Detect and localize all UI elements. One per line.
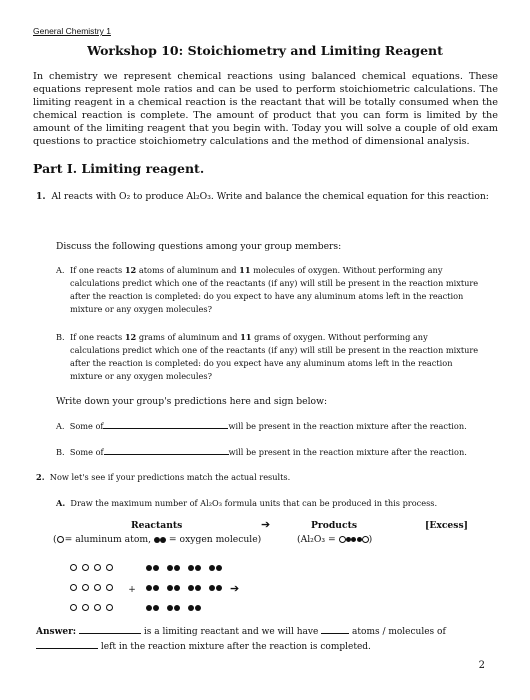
intro-paragraph: In chemistry we represent chemical reactions using balanced chemical equations. These equations represent mole ratios and can be used to perform stoichiometric calculations. The limiting reagent in a chemical reaction is the reactant that will be totally consumed when the chemical reaction is complete. The amount of product that you can form is limited by the amount of the limiting reagent that you begin with. Today you will solve a couple of old exam questions to practice stoichiometry calculations and the method of dimensional analysis. <box>33 71 498 147</box>
text: atoms of aluminum and <box>136 265 240 275</box>
answer-limiting-blank[interactable] <box>79 624 141 634</box>
aluminum-atom-icon <box>106 584 113 591</box>
subquestion-b <box>70 331 480 383</box>
oxygen-molecule-icon <box>188 557 201 576</box>
subquestion-text: Draw the maximum number of Al₂O₃ formula units that can be produced in this process. <box>70 498 438 508</box>
aluminum-atom-icon <box>70 604 77 611</box>
oxygen-molecule-icon <box>167 597 180 616</box>
text: molecules of oxygen. Without performing any calculations predict which one of the reactants (if any) will still be present in the reaction mixture after the reaction is completed: do you expect to have any aluminum atoms left in the reaction mixture or any oxygen molecules? <box>70 265 479 314</box>
question-number: 1. <box>36 191 46 202</box>
arrow-icon: ➔ <box>261 518 271 531</box>
aluminum-atom-icon <box>94 604 101 611</box>
oxygen-molecule-icon <box>188 597 201 616</box>
product-legend <box>297 534 372 545</box>
plus-sign: + <box>128 585 136 595</box>
legend <box>53 534 261 545</box>
discuss-instruction: Discuss the following questions among your group members: <box>56 241 342 252</box>
aluminum-atom-icon <box>106 604 113 611</box>
oxygen-molecule-icon <box>146 577 159 596</box>
oxygen-molecule-icon <box>167 557 180 576</box>
answer-excess-blank[interactable] <box>36 639 98 649</box>
page-title: Workshop 10: Stoichiometry and Limiting Reagent <box>87 43 443 58</box>
subquestion-label: A. <box>56 498 66 508</box>
aluminum-atom-icon <box>106 564 113 571</box>
oxygen-molecule-icon <box>146 557 159 576</box>
text: If one reacts <box>70 265 125 275</box>
prediction-a <box>56 419 467 433</box>
reactants-heading: Reactants <box>131 520 183 531</box>
excess-heading: [Excess] <box>425 520 468 531</box>
aluminum-atom-icon <box>70 584 77 591</box>
text: ) <box>368 534 373 545</box>
oxygen-molecule-icon <box>167 577 180 596</box>
prediction-a-blank[interactable] <box>103 419 228 429</box>
prediction-label: B. <box>56 447 65 457</box>
answer-block <box>36 624 496 654</box>
count: 11 <box>240 332 252 342</box>
answer-label: Answer: <box>36 627 77 637</box>
aluminum-atom-icon <box>82 584 89 591</box>
prediction-label: A. <box>56 421 65 431</box>
oxygen-molecule-icon <box>154 534 167 545</box>
oxygen-molecule-icon <box>146 597 159 616</box>
text: (Al₂O₃ = <box>297 534 339 545</box>
prediction-b-blank[interactable] <box>104 445 229 455</box>
subquestion-a-label: A. <box>56 265 65 275</box>
subquestion-b-label: B. <box>56 332 65 342</box>
text: = aluminum atom, <box>64 534 151 545</box>
answer-count-blank[interactable] <box>321 624 349 634</box>
question-2a <box>56 497 437 510</box>
al2o3-formula-unit-icon <box>339 534 369 545</box>
aluminum-atom-icon <box>82 604 89 611</box>
text: ( <box>53 534 57 545</box>
aluminum-atom-icon <box>94 564 101 571</box>
text: Some of <box>69 421 104 431</box>
question-text: Al reacts with O₂ to produce Al₂O₃. Write and balance the chemical equation for this reaction: <box>51 191 489 202</box>
question-text: Now let's see if your predictions match the actual results. <box>49 472 291 482</box>
text: grams of oxygen. Without performing any calculations predict which one of the reactants (if any) will still be present in the reaction mixture after the reaction is completed: do you expect have any aluminum atoms left in the reaction mixture or any oxygen molecules? <box>70 332 479 381</box>
text: Some of <box>69 447 104 457</box>
arrow-icon: ➔ <box>230 582 240 595</box>
text: will be present in the reaction mixture after the reaction. <box>228 447 467 457</box>
reaction-row <box>70 597 209 609</box>
count: 12 <box>124 265 137 275</box>
oxygen-molecule-icon <box>209 557 222 576</box>
text: grams of aluminum and <box>136 332 241 342</box>
text: is a limiting reactant and we will have <box>143 627 319 637</box>
reaction-row <box>70 577 240 595</box>
prediction-b <box>56 445 467 459</box>
write-down-instruction: Write down your group's predictions here and sign below: <box>56 396 328 407</box>
aluminum-atom-icon <box>82 564 89 571</box>
reaction-row <box>70 557 230 569</box>
text: = oxygen molecule) <box>168 534 262 545</box>
page-number: 2 <box>478 660 485 671</box>
oxygen-molecule-icon <box>188 577 201 596</box>
question-2 <box>36 471 290 484</box>
products-heading: Products <box>311 520 357 531</box>
text: left in the reaction mixture after the reaction is completed. <box>100 642 371 652</box>
course-header: General Chemistry 1 <box>33 26 111 36</box>
aluminum-atom-icon <box>57 536 64 543</box>
part-heading: Part I. Limiting reagent. <box>33 161 205 176</box>
aluminum-atom-icon <box>94 584 101 591</box>
count: 12 <box>124 332 137 342</box>
subquestion-a <box>70 264 480 316</box>
oxygen-molecule-icon <box>209 577 222 596</box>
count: 11 <box>239 265 251 275</box>
text: If one reacts <box>70 332 125 342</box>
aluminum-atom-icon <box>70 564 77 571</box>
question-number: 2. <box>36 472 45 482</box>
question-1 <box>36 191 489 202</box>
text: will be present in the reaction mixture after the reaction. <box>228 421 467 431</box>
text: atoms / molecules of <box>352 627 446 637</box>
